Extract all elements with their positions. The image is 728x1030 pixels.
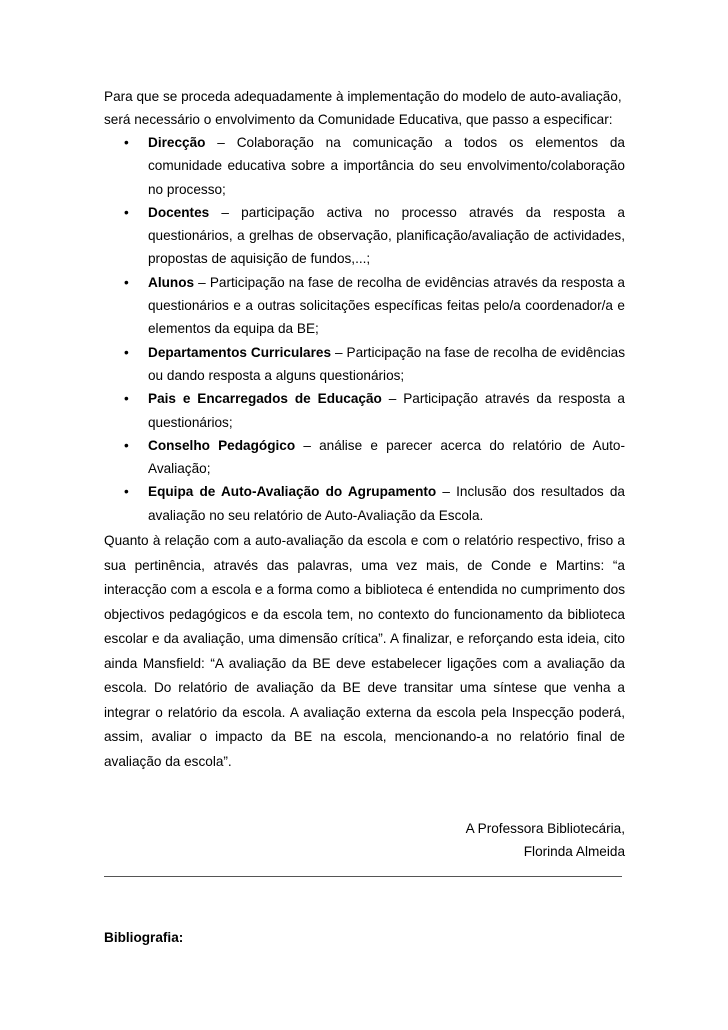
signature-role: A Professora Bibliotecária, (465, 821, 625, 836)
bullet-icon: • (124, 437, 129, 453)
horizontal-divider (104, 876, 622, 877)
list-item (104, 387, 625, 434)
list-item-label: Departamentos Curriculares (148, 344, 332, 360)
list-item-text: – Participação através da resposta a questionários; (148, 391, 625, 430)
list-item (104, 480, 625, 527)
body-paragraph (104, 529, 625, 774)
list-item-label: Conselho Pedagógico (148, 437, 296, 453)
bullet-icon: • (124, 204, 129, 220)
bullet-icon: • (124, 274, 129, 290)
list-item (104, 201, 625, 271)
list-item-text: – análise e parecer acerca do relatório de Auto-Avaliação; (148, 437, 625, 477)
list-item-label: Pais e Encarregados de Educação (148, 391, 382, 407)
list-item-label: Alunos (148, 274, 195, 290)
list-item (104, 434, 625, 481)
list-item-label: Equipa de Auto-Avaliação do Agrupamento (148, 484, 437, 500)
bullet-icon: • (124, 391, 129, 407)
list-item-text: – participação activa no processo através da resposta a questionários, a grelhas de observação, planificação/avaliação de actividades, propostas de aquisição de fundos,...; (148, 204, 625, 267)
list-item-text: – Participação na fase de recolha de evidências ou dando resposta a alguns questionários; (148, 344, 626, 383)
signature-name: Florinda Almeida (523, 844, 625, 859)
list-item (104, 341, 625, 388)
bullet-icon: • (124, 484, 129, 500)
intro-text: Para que se proceda adequadamente à implementação do modelo de auto-avaliação, será necessário o envolvimento da Comunidade Educativa, que passo a especificar: (104, 89, 622, 128)
list-item-text: – Participação na fase de recolha de evidências através da resposta a questionários e a outras solicitações específicas feitas pelo/a coordenador/a e elementos da equipa da BE; (148, 274, 625, 337)
list-item-label: Docentes (148, 204, 210, 220)
list-item (104, 271, 625, 341)
bibliography-heading: Bibliografia: (104, 930, 184, 945)
bullet-icon: • (124, 344, 129, 360)
paragraph-text: Quanto à relação com a auto-avaliação da escola e com o relatório respectivo, friso a sua pertinência, através das palavras, uma vez mais, de Conde e Martins: “a interacção com a escola e a forma como a biblioteca é entendida no cumprimento dos objectivos pedagógicos e da escola tem, no contexto do funcionamento da biblioteca escolar e da avaliação, uma dimensão crítica”. A finalizar, e reforçando esta ideia, cito ainda Mansfield: “A avaliação da BE deve estabelecer ligações com a avaliação da escola. Do relatório de avaliação da BE deve transitar uma síntese que venha a integrar o relatório da escola. A avaliação externa da escola pela Inspecção poderá, assim, avaliar o impacto da BE na escola, mencionando-a no relatório final de avaliação da escola”. (104, 533, 625, 769)
list-item-text: – Colaboração na comunicação a todos os elementos da comunidade educativa sobre a importância do seu envolvimento/colaboração no processo; (148, 135, 625, 197)
bullet-icon: • (124, 135, 129, 150)
community-list (104, 131, 625, 527)
list-item-text: – Inclusão dos resultados da avaliação no seu relatório de Auto-Avaliação da Escola. (148, 484, 625, 523)
intro-paragraph (104, 85, 625, 132)
list-item (104, 131, 625, 201)
list-item-label: Direcção (148, 135, 206, 150)
